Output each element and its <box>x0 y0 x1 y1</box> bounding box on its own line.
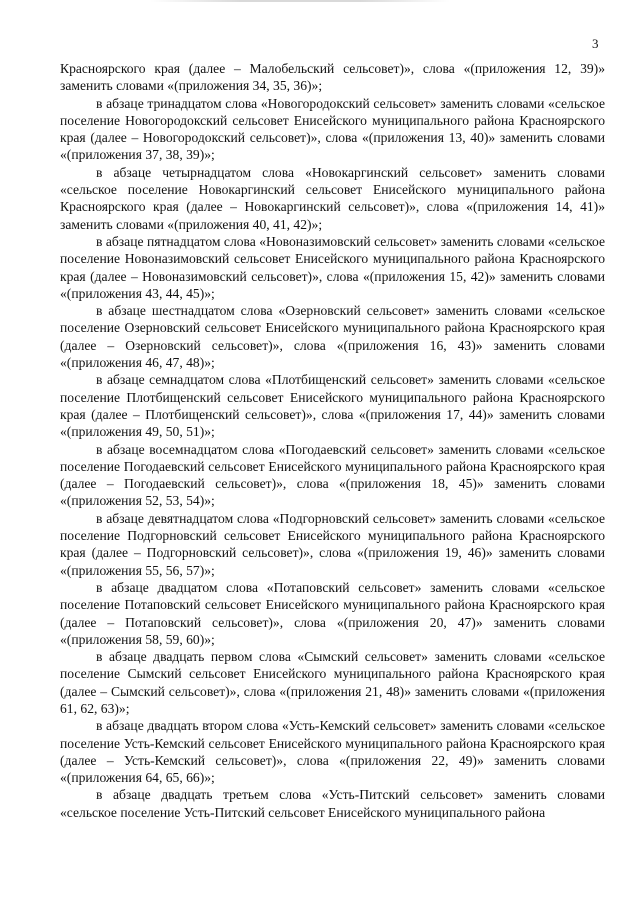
paragraph-13: в абзаце тринадцатом слова «Новогородокский сельсовет» заменить словами «сельское поселение Новогородокский сельсовет Енисейского муниципального района Красноярского края (далее – Новогородокский сельсовет)», слова «(приложения 13, 40)» заменить словами «(приложения 37, 38, 39)»; <box>60 95 605 163</box>
paragraph-23: в абзаце двадцать третьем слова «Усть-Питский сельсовет» заменить словами «сельское поселение Усть-Питский сельсовет Енисейского муниципального района <box>60 787 605 820</box>
page-number: 3 <box>592 36 599 51</box>
paragraph-22: в абзаце двадцать втором слова «Усть-Кемский сельсовет» заменить словами «сельское поселение Усть-Кемский сельсовет Енисейского муниципального района Красноярского края (далее – Усть-Кемский сельсовет)», слова «(приложения 22, 49)» заменить словами «(приложения 64, 65, 66)»; <box>60 718 605 786</box>
paragraph-continuation: Красноярского края (далее – Малобельский сельсовет)», слова «(приложения 12, 39)» заменить словами «(приложения 34, 35, 36)»; <box>60 61 605 94</box>
paragraph-19: в абзаце девятнадцатом слова «Подгорновский сельсовет» заменить словами «сельское поселение Подгорновский сельсовет Енисейского муниципального района Красноярского края (далее – Подгорновский сельсовет)», слова «(приложения 19, 46)» заменить словами «(приложения 55, 56, 57)»; <box>60 510 605 578</box>
paragraph-18: в абзаце восемнадцатом слова «Погодаевский сельсовет» заменить словами «сельское поселение Погодаевский сельсовет Енисейского муниципального района Красноярского края (далее – Погодаевский сельсовет)», слова «(приложения 18, 45)» заменить словами «(приложения 52, 53, 54)»; <box>60 441 605 509</box>
document-body <box>60 60 605 821</box>
paragraph-17: в абзаце семнадцатом слова «Плотбищенский сельсовет» заменить словами «сельское поселение Плотбищенский сельсовет Енисейского муниципального района Красноярского края (далее – Плотбищенский сельсовет)», слова «(приложения 17, 44)» заменить словами «(приложения 49, 50, 51)»; <box>60 372 605 440</box>
paragraph-15: в абзаце пятнадцатом слова «Новоназимовский сельсовет» заменить словами «сельское поселение Новоназимовский сельсовет Енисейского муниципального района Красноярского края (далее – Новоназимовский сельсовет)», слова «(приложения 15, 42)» заменить словами «(приложения 43, 44, 45)»; <box>60 233 605 301</box>
paragraph-16: в абзаце шестнадцатом слова «Озерновский сельсовет» заменить словами «сельское поселение Озерновский сельсовет Енисейского муниципального района Красноярского края (далее – Озерновский сельсовет)», слова «(приложения 16, 43)» заменить словами «(приложения 46, 47, 48)»; <box>60 303 605 371</box>
paragraph-21: в абзаце двадцать первом слова «Сымский сельсовет» заменить словами «сельское поселение Сымский сельсовет Енисейского муниципального района Красноярского края (далее – Сымский сельсовет)», слова «(приложения 21, 48)» заменить словами «(приложения 61, 62, 63)»; <box>60 649 605 716</box>
paragraph-14: в абзаце четырнадцатом слова «Новокаргинский сельсовет» заменить словами «сельское поселение Новокаргинский сельсовет Енисейского муниципального района Красноярского края (далее – Новокаргинский сельсовет)», слова «(приложения 14, 41)» заменить словами «(приложения 40, 41, 42)»; <box>60 164 605 232</box>
scan-edge-shadow <box>150 0 450 2</box>
paragraph-20: в абзаце двадцатом слова «Потаповский сельсовет» заменить словами «сельское поселение Потаповский сельсовет Енисейского муниципального района Красноярского края (далее – Потаповский сельсовет)», слова «(приложения 20, 47)» заменить словами «(приложения 58, 59, 60)»; <box>60 579 605 647</box>
